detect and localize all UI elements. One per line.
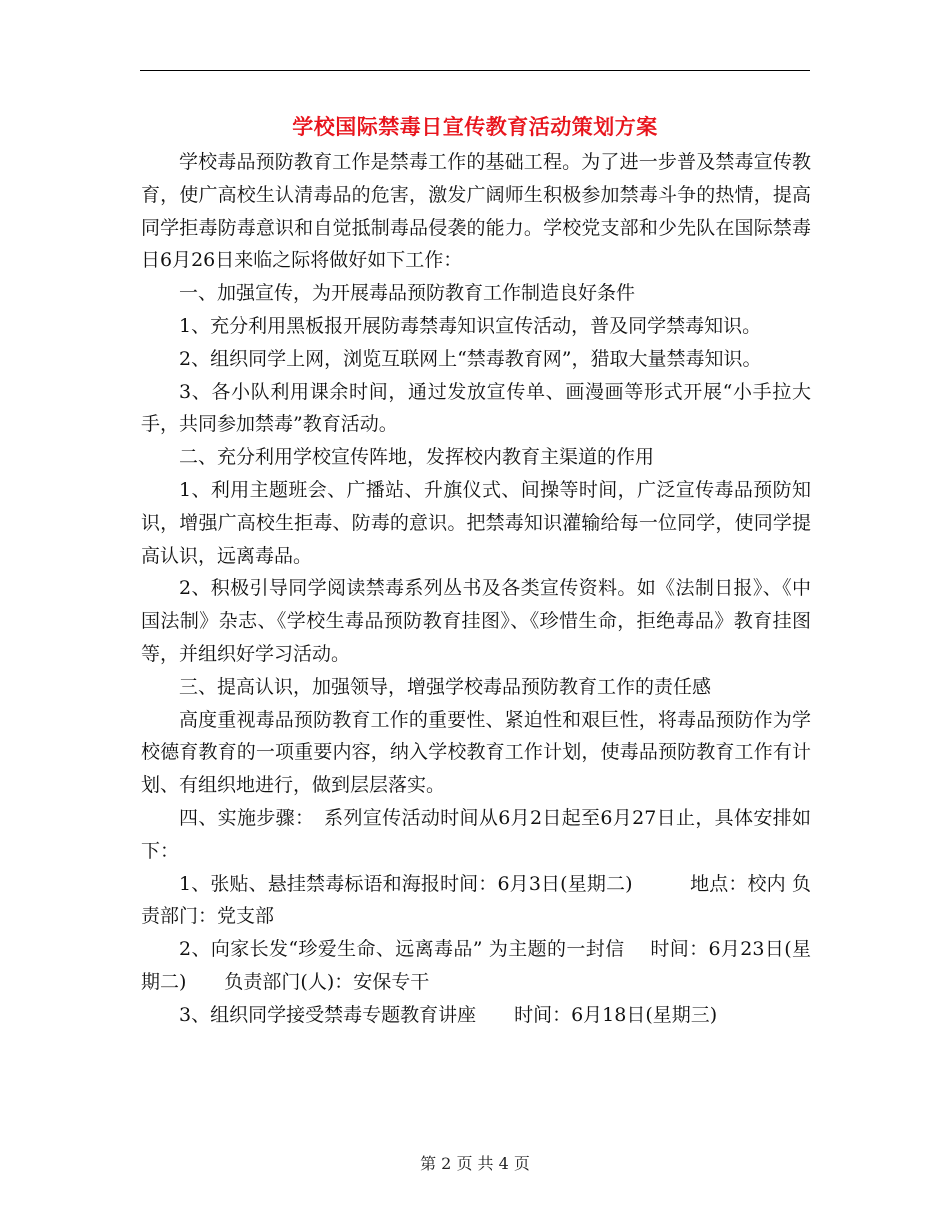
section-heading-3: 三、提高认识，加强领导，增强学校毒品预防教育工作的责任感: [179, 675, 712, 698]
paragraph-intro: 学校毒品预防教育工作是禁毒工作的基础工程。为了进一步普及禁毒宣传教育，使广高校生认清毒品的危害，激发广阔师生积极参加禁毒斗争的热情，提高同学拒毒防毒意识和自觉抵制毒品侵袭的能力。学校党支部和少先队在国际禁毒日6月26日来临之际将做好如下工作：: [141, 151, 811, 272]
paragraph-4-1: 1、张贴、悬挂禁毒标语和海报时间：6月3日(星期二) 地点：校内 负责部门：党支部: [141, 872, 811, 928]
paragraph-1-1: 1、充分利用黑板报开展防毒禁毒知识宣传活动，普及同学禁毒知识。: [179, 314, 762, 337]
paragraph-2-1: 1、利用主题班会、广播站、升旗仪式、间操等时间，广泛宣传毒品预防知识，增强广高校生拒毒、防毒的意识。把禁毒知识灌输给每一位同学，使同学提高认识，远离毒品。: [141, 478, 811, 567]
paragraph-1-3: 3、各小队利用课余时间，通过发放宣传单、画漫画等形式开展“小手拉大手，共同参加禁毒”教育活动。: [141, 380, 811, 436]
document-body: [141, 146, 811, 1032]
paragraph-1-2: 2、组织同学上网，浏览互联网上“禁毒教育网”，猎取大量禁毒知识。: [179, 347, 762, 370]
paragraph-4-3: 3、组织同学接受禁毒专题教育讲座 时间：6月18日(星期三): [179, 1003, 718, 1026]
page-footer: 第 2 页 共 4 页: [420, 1154, 530, 1173]
paragraph-3-1: 高度重视毒品预防教育工作的重要性、紧迫性和艰巨性，将毒品预防作为学校德育教育的一项重要内容，纳入学校教育工作计划，使毒品预防教育工作有计划、有组织地进行，做到层层落实。: [141, 708, 811, 797]
section-heading-2: 二、充分利用学校宣传阵地，发挥校内教育主渠道的作用: [179, 446, 655, 469]
paragraph-4-2: 2、向家长发“珍爱生命、远离毒品” 为主题的一封信 时间：6月23日(星期二) 负责部门(人)：安保专干: [141, 938, 811, 993]
document-title: 学校国际禁毒日宣传教育活动策划方案: [292, 114, 658, 139]
section-heading-1: 一、加强宣传，为开展毒品预防教育工作制造良好条件: [179, 282, 636, 305]
section-heading-4: 四、实施步骤： 系列宣传活动时间从6月2日起至6月27日止，具体安排如下：: [141, 806, 811, 862]
paragraph-2-2: 2、积极引导同学阅读禁毒系列丛书及各类宣传资料。如《法制日报》、《中国法制》杂志、《学校生毒品预防教育挂图》、《珍惜生命，拒绝毒品》教育挂图等，并组织好学习活动。: [141, 577, 811, 665]
header-rule: [140, 70, 810, 71]
